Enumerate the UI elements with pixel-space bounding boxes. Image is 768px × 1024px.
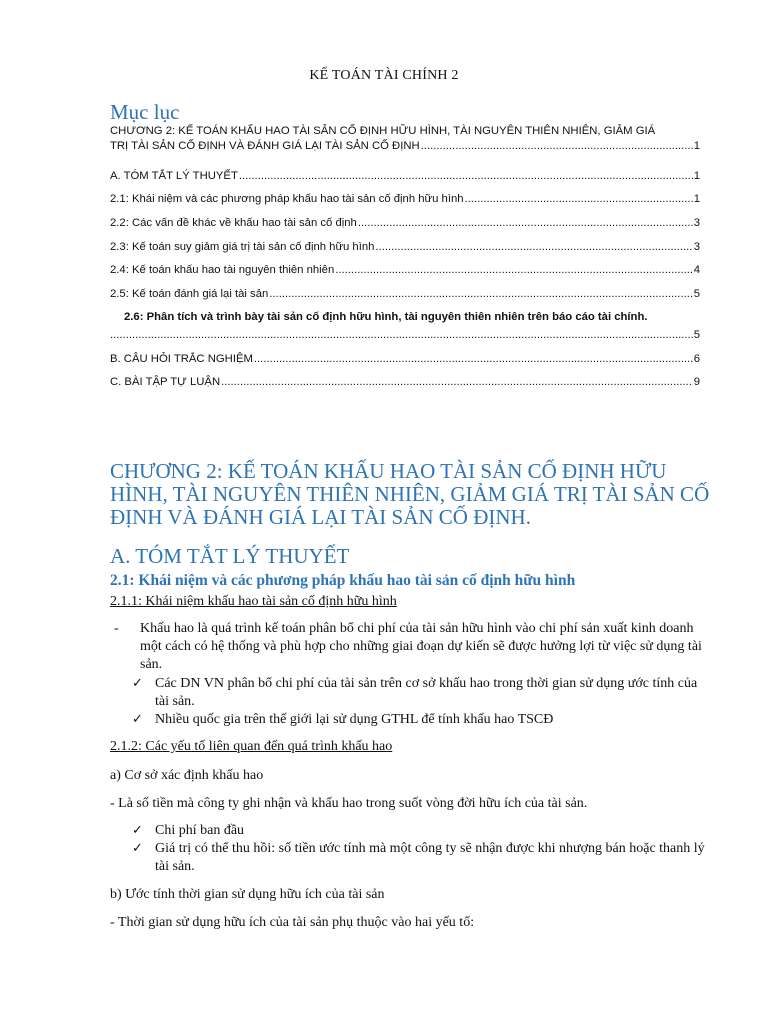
toc-leader	[239, 170, 693, 182]
toc-item-2-6[interactable]	[110, 311, 700, 341]
toc-page-number: 1	[693, 193, 700, 205]
toc-label: 2.4: Kế toán khấu hao tài nguyên thiên nhiên	[110, 264, 335, 276]
list-item	[110, 711, 710, 729]
list-item-text: Chi phí ban đầu	[155, 823, 245, 838]
toc-leader	[421, 140, 693, 152]
checkmark-icon: ✓	[132, 823, 143, 838]
toc-chapter-line1: CHƯƠNG 2: KẾ TOÁN KHẤU HAO TÀI SẢN CỐ ĐỊNH HỮU HÌNH, TÀI NGUYÊN THIÊN NHIÊN, GIẢM GIÁ	[110, 125, 656, 137]
toc-item-2-4[interactable]	[110, 264, 700, 276]
toc-leader	[269, 288, 692, 300]
definition-block	[110, 620, 710, 729]
toc-page-number: 6	[693, 353, 700, 365]
list-item-text: Giá trị có thể thu hồi: số tiền ước tính mà một công ty sẽ nhận được khi nhượng bán hoặc thanh lý tài sản.	[155, 841, 705, 874]
toc-leader	[465, 193, 693, 205]
toc-leader	[375, 241, 692, 253]
toc-label: 2.5: Kế toán đánh giá lại tài sản	[110, 288, 269, 300]
toc-label: C. BÀI TẬP TỰ LUẬN	[110, 376, 221, 388]
toc-label: 2.2: Các vấn đề khác về khấu hao tài sản cố định	[110, 217, 357, 229]
toc-heading: Mục lục	[110, 100, 180, 124]
toc-item-2-3[interactable]	[110, 241, 700, 253]
checkmark-icon: ✓	[132, 841, 143, 856]
toc-page-number: 5	[693, 329, 700, 341]
toc-section-b[interactable]	[110, 353, 700, 365]
subsection-2-1-2-heading: 2.1.2: Các yếu tố liên quan đến quá trình khấu hao	[110, 739, 393, 754]
toc-leader	[358, 217, 693, 229]
list-item	[110, 822, 710, 840]
toc-item-2-1[interactable]	[110, 193, 700, 205]
paragraph-text: Khấu hao là quá trình kế toán phân bổ chi phí của tài sản hữu hình vào chi phí sản xuất kinh doanh một cách có hệ thống và phù hợp cho những giai đoạn dự kiến sẽ được hưởng lợi từ việc sử dụng tài sản.	[140, 621, 702, 672]
toc-leader	[254, 353, 693, 365]
toc-page-number: 1	[693, 140, 700, 152]
toc-leader	[221, 376, 693, 388]
list-item-text: Nhiều quốc gia trên thế giới lại sử dụng GTHL để tính khấu hao TSCĐ	[155, 712, 554, 727]
paragraph-a-heading: a) Cơ sở xác định khấu hao	[110, 768, 264, 783]
toc-item-2-5[interactable]	[110, 288, 700, 300]
list-item	[110, 675, 710, 711]
toc-page-number: 3	[693, 241, 700, 253]
toc-chapter-entry[interactable]	[110, 125, 700, 152]
toc-page-number: 9	[693, 376, 700, 388]
toc-chapter-line2: TRỊ TÀI SẢN CỐ ĐỊNH VÀ ĐÁNH GIÁ LẠI TÀI SẢN CỐ ĐỊNH	[110, 140, 420, 152]
toc-label: A. TÓM TẮT LÝ THUYẾT	[110, 170, 238, 182]
paragraph-b-heading: b) Ước tính thời gian sử dụng hữu ích của tài sản	[110, 887, 385, 902]
checkmark-icon: ✓	[132, 712, 143, 727]
basis-list	[110, 822, 710, 876]
toc-leader	[110, 329, 693, 341]
toc-page-number: 3	[693, 217, 700, 229]
chapter-heading: CHƯƠNG 2: KẾ TOÁN KHẤU HAO TÀI SẢN CỐ ĐỊNH HỮU HÌNH, TÀI NGUYÊN THIÊN NHIÊN, GIẢM GIÁ TRỊ TÀI SẢN CỐ ĐỊNH VÀ ĐÁNH GIÁ LẠI TÀI SẢN CỐ ĐỊNH.	[110, 459, 710, 529]
toc-item-2-2[interactable]	[110, 217, 700, 229]
toc-label: 2.3: Kế toán suy giảm giá trị tài sản cố định hữu hình	[110, 241, 375, 253]
toc-section-a[interactable]	[110, 170, 700, 182]
paragraph-a-text: - Là số tiền mà công ty ghi nhận và khấu hao trong suốt vòng đời hữu ích của tài sản.	[110, 796, 588, 811]
toc-page-number: 5	[693, 288, 700, 300]
toc-leader	[335, 264, 692, 276]
section-a-heading: A. TÓM TẮT LÝ THUYẾT	[110, 544, 350, 568]
checkmark-icon: ✓	[132, 676, 143, 691]
toc-section-c[interactable]	[110, 376, 700, 388]
dash-bullet: -	[114, 621, 119, 636]
document-title: KẾ TOÁN TÀI CHÍNH 2	[309, 68, 459, 83]
toc-label: B. CÂU HỎI TRẮC NGHIỆM	[110, 353, 253, 365]
toc-label: 2.6: Phân tích và trình bày tài sản cố định hữu hình, tài nguyên thiên nhiên trên báo cáo tài chính.	[124, 311, 648, 323]
toc-page-number: 1	[693, 170, 700, 182]
list-item	[110, 840, 710, 876]
list-item	[110, 620, 710, 674]
section-2-1-heading: 2.1: Khái niệm và các phương pháp khấu hao tài sản cố định hữu hình	[110, 572, 576, 589]
list-item-text: Các DN VN phân bổ chi phí của tài sản trên cơ sở khấu hao trong thời gian sử dụng ước tính của tài sản.	[155, 676, 698, 709]
toc-label: 2.1: Khái niệm và các phương pháp khấu hao tài sản cố định hữu hình	[110, 193, 464, 205]
toc-page-number: 4	[693, 264, 700, 276]
subsection-2-1-1-heading: 2.1.1: Khái niệm khấu hao tài sản cố định hữu hình	[110, 594, 397, 609]
paragraph-b-text: - Thời gian sử dụng hữu ích của tài sản phụ thuộc vào hai yếu tố:	[110, 915, 475, 930]
